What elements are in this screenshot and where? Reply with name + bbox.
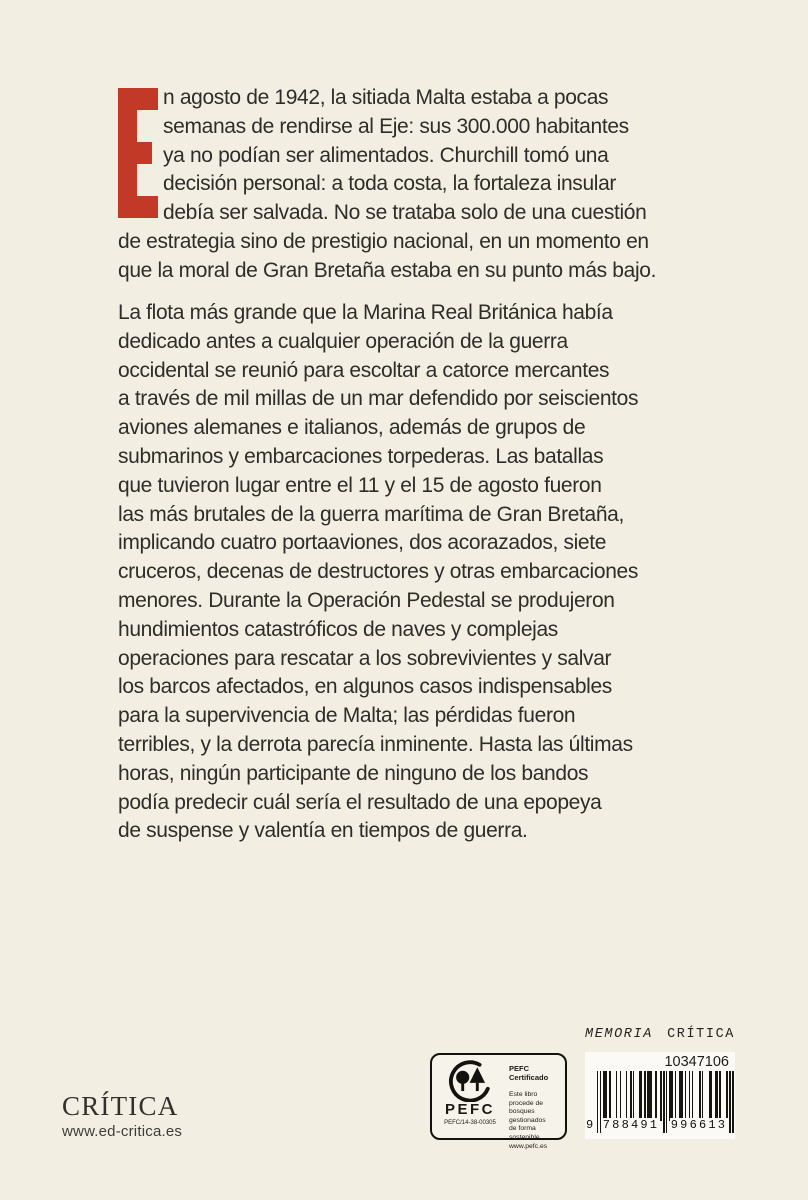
synopsis-text-line: ya no podían ser alimentados. Churchill tomó una: [163, 143, 609, 167]
pefc-description-line: de forma sostenible: [509, 1125, 540, 1141]
pefc-description-line: bosques gestionados: [509, 1108, 546, 1124]
synopsis-text-line: que tuvieron lugar entre el 11 y el 15 de agosto fueron: [118, 473, 602, 497]
synopsis-text-line: occidental se reunió para escoltar a catorce mercantes: [118, 358, 610, 382]
isbn-digit-group-2: 996613: [670, 1118, 728, 1132]
synopsis-text-line: de estrategia sino de prestigio nacional, en un momento en: [118, 229, 649, 253]
synopsis-text-line: a través de mil millas de un mar defendido por seiscientos: [118, 387, 639, 411]
synopsis-text-line: horas, ningún participante de ninguno de los bandos: [118, 761, 589, 785]
publisher-website: www.ed-critica.es: [62, 1123, 183, 1140]
pefc-certification-label: [430, 1053, 567, 1150]
pefc-certificate-code: PEFC/14-38-00305: [444, 1120, 496, 1126]
pefc-description-line: Este libro procede de: [509, 1091, 544, 1107]
synopsis-text-line: n agosto de 1942, la sitiada Malta estaba a pocas: [163, 86, 609, 109]
pefc-trees-icon: [445, 1060, 495, 1102]
publisher-block: [62, 1091, 182, 1140]
pefc-description: [509, 1091, 559, 1143]
synopsis-text-line: dedicado antes a cualquier operación de la guerra: [118, 329, 568, 353]
isbn-digits: [586, 1118, 734, 1134]
product-code: 10347106: [664, 1054, 729, 1070]
synopsis-text-line: decisión personal: a toda costa, la fortaleza insular: [163, 172, 617, 196]
synopsis-text-line: La flota más grande que la Marina Real Británica había: [118, 301, 613, 324]
synopsis-text-line: de suspense y valentía en tiempos de guerra.: [118, 819, 528, 843]
synopsis-text-line: aviones alemanes e italianos, además de grupos de: [118, 416, 586, 440]
series-word-memoria: MEMORIA: [585, 1027, 653, 1042]
synopsis-paragraph-1: [118, 84, 738, 286]
synopsis-paragraph-2: [118, 299, 738, 846]
synopsis-text-line: para la supervivencia de Malta; las pérdidas fueron: [118, 704, 576, 728]
synopsis-text-line: semanas de rendirse al Eje: sus 300.000 habitantes: [163, 114, 629, 138]
synopsis-text-line: los barcos afectados, en algunos casos indispensables: [118, 675, 612, 699]
synopsis-text-line: implicando cuatro portaaviones, dos acorazados, siete: [118, 531, 607, 555]
pefc-name: PEFC: [444, 1101, 495, 1118]
synopsis-text-line: submarinos y embarcaciones torpederas. Las batallas: [118, 444, 604, 468]
publisher-logo: CRÍTICA: [62, 1091, 179, 1121]
synopsis-text-line: operaciones para rescatar a los sobrevivientes y salvar: [118, 646, 612, 670]
series-word-critica: CRÍTICA: [667, 1027, 735, 1042]
pefc-website: www.pefc.es: [509, 1142, 548, 1150]
synopsis-text-line: que la moral de Gran Bretaña estaba en su punto más bajo.: [118, 258, 657, 282]
isbn-digit-group-1: 788491: [602, 1118, 660, 1132]
pefc-title: PEFC Certificado: [509, 1064, 549, 1082]
series-label: [585, 1027, 735, 1042]
barcode-block: [585, 1052, 735, 1139]
synopsis-text-line: las más brutales de la guerra marítima de Gran Bretaña,: [118, 502, 624, 526]
synopsis-text-line: menores. Durante la Operación Pedestal se produjeron: [118, 588, 615, 612]
synopsis-text-line: hundimientos catastróficos de naves y complejas: [118, 617, 558, 641]
synopsis-text-line: terribles, y la derrota parecía inminente. Hasta las últimas: [118, 732, 633, 756]
pefc-right-column: [501, 1060, 559, 1150]
synopsis-text-line: debía ser salvada. No se trataba solo de una cuestión: [163, 201, 647, 225]
ean-barcode: [586, 1071, 734, 1135]
pefc-left-column: [439, 1060, 501, 1134]
synopsis-text-line: cruceros, decenas de destructores y otras embarcaciones: [118, 560, 639, 584]
synopsis-text-line: podía predecir cuál sería el resultado de una epopeya: [118, 790, 602, 814]
isbn-digit-first: 9: [586, 1118, 594, 1132]
